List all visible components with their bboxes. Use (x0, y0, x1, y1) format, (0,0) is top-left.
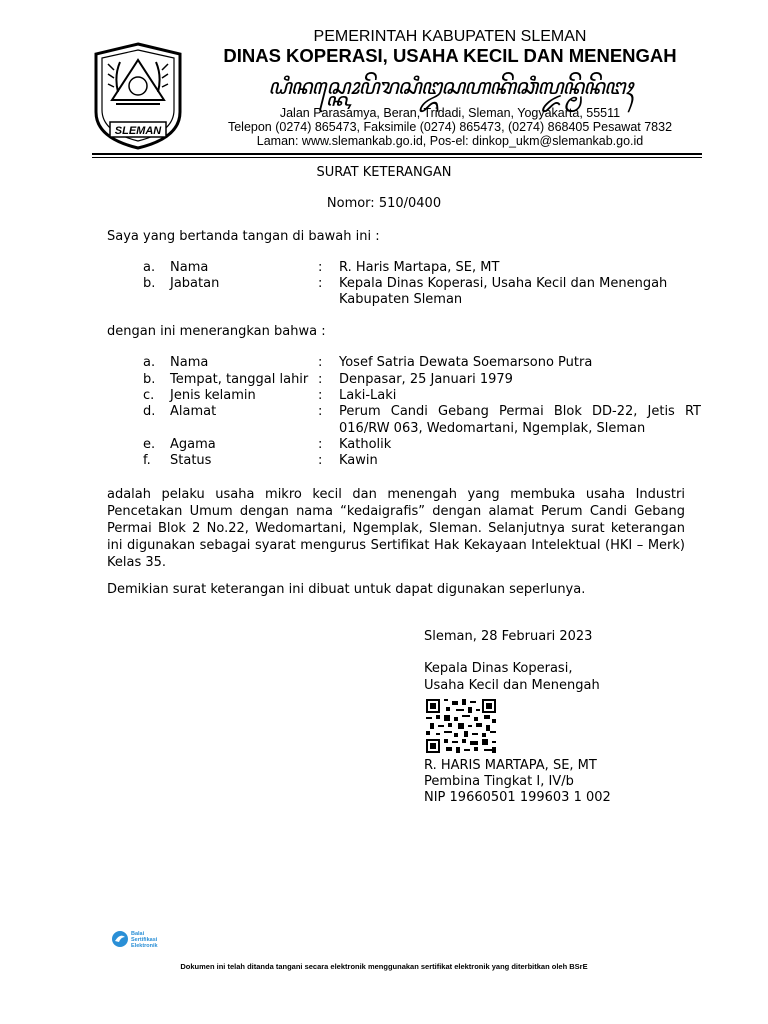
header-rule-thick (92, 153, 702, 155)
closing-text: Demikian surat keterangan ini dibuat untuk dapat digunakan seperlunya. (107, 582, 586, 597)
signer-nip: NIP 19660501 199603 1 002 (424, 790, 611, 805)
logo-label: SLEMAN (114, 125, 162, 137)
bsre-logo (110, 928, 180, 950)
letter-number: Nomor: 510/0400 (326, 196, 442, 211)
signer-rank: Pembina Tingkat I, IV/b (424, 774, 574, 789)
bsre-line1: Balai (131, 931, 145, 937)
signer-position-line2: Usaha Kecil dan Menengah (424, 678, 600, 693)
qr-code (426, 699, 496, 753)
signer-name: R. HARIS MARTAPA, SE, MT (424, 758, 597, 773)
electronic-signature-note: Dokumen ini telah ditanda tangani secara elektronik menggunakan sertifikat elektronik yang diterbitkan oleh BSrE (180, 962, 588, 971)
sleman-emblem-logo (92, 42, 184, 150)
intro-text: Saya yang bertanda tangan di bawah ini : (107, 229, 380, 244)
signer-position-line1: Kepala Dinas Koperasi, (424, 661, 573, 676)
bsre-line2: Sertifikasi (131, 937, 158, 943)
agency-name-javanese: ꦝꦶꦤꦱ꧀ꦏꦺꦴꦥꦼꦫꦱꦶꦈꦱꦲꦏꦼꦕꦶꦭ꧀ꦢꦤ꧀ꦩꦼꦤꦼꦔꦃ (267, 75, 633, 100)
agency-name: DINAS KOPERASI, USAHA KECIL DAN MENENGAH (223, 45, 677, 66)
agency-phone: Telepon (0274) 865473, Faksimile (0274) 865473, (0274) 868405 Pesawat 7832 (227, 120, 673, 134)
letter-title: SURAT KETERANGAN (316, 165, 452, 180)
header-rule-thin (92, 157, 702, 158)
place-date: Sleman, 28 Februari 2023 (424, 629, 593, 644)
body-paragraph: adalah pelaku usaha mikro kecil dan menengah yang membuka usaha Industri Pencetakan Umum dengan nama “kedaigrafis” dengan alamat Perum Candi Gebang Permai Blok 2 No.22, Wedomartani, Ngemplak, Sleman. Selanjutnya surat keterangan ini digunakan sebagai syarat mengurus Sertifikat Hak Kekayaan Intelektual (HKI – Merk) Kelas 35. (107, 487, 685, 570)
agency-address: Jalan Parasamya, Beran, Tridadi, Sleman, Yogyakarta, 55511 (279, 106, 621, 120)
agency-web: Laman: www.slemankab.go.id, Pos-el: dinkop_ukm@slemankab.go.id (256, 134, 644, 148)
bsre-line3: Elektronik (131, 943, 158, 949)
declaration-text: dengan ini menerangkan bahwa : (107, 324, 326, 339)
government-name: PEMERINTAH KABUPATEN SLEMAN (313, 28, 587, 45)
